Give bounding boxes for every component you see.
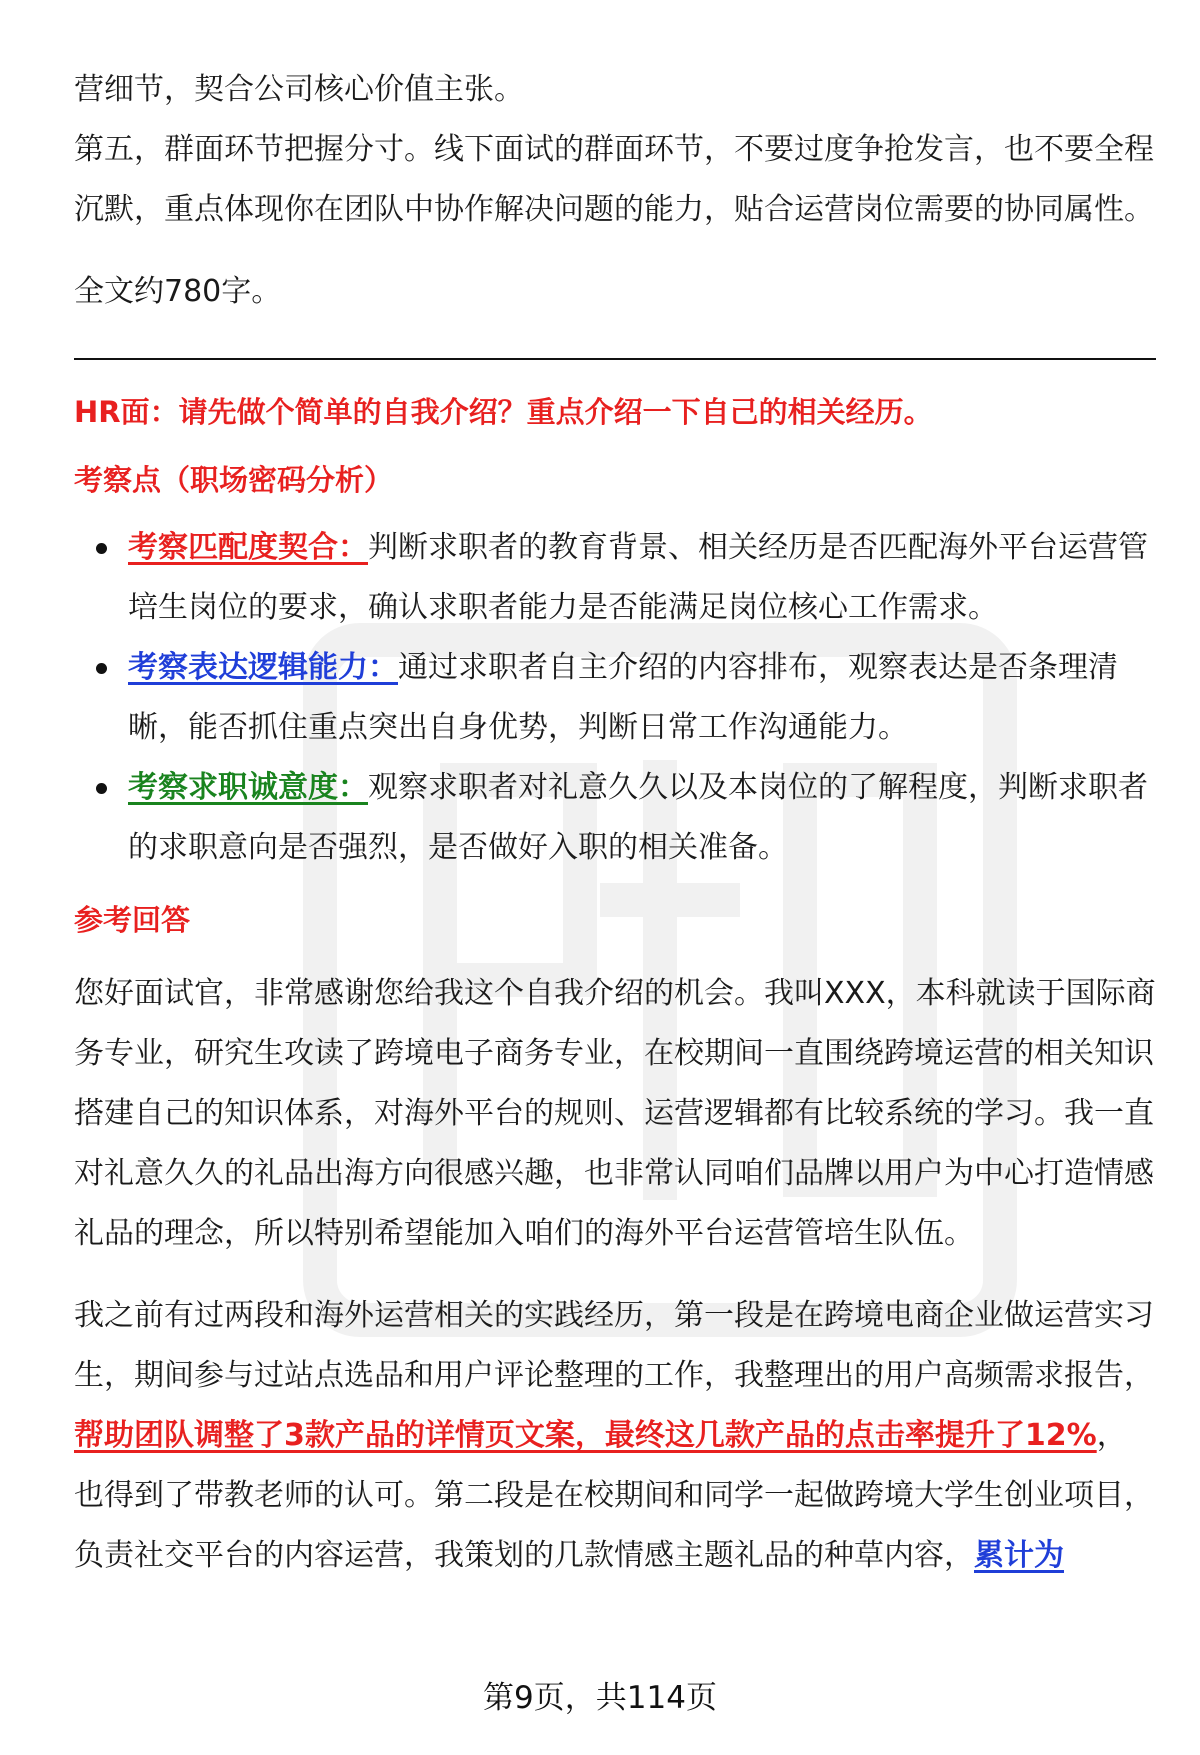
point-text: 判断求职者的教育背景、相关经历是否匹配海外平台运营管培生岗位的要求，确认求职者能力是否能满足岗位核心工作需求。 — [128, 530, 1148, 625]
section-divider — [74, 358, 1156, 360]
point-label: 考察表达逻辑能力： — [128, 650, 398, 685]
bullet-icon — [96, 783, 107, 794]
document-page — [74, 0, 1156, 1586]
bullet-icon — [96, 543, 107, 554]
highlight-result: 累计为 — [974, 1538, 1064, 1573]
reference-answer-title: 参考回答 — [74, 903, 191, 937]
answer-paragraph-2 — [74, 1286, 1156, 1586]
answer-text: 我之前有过两段和海外运营相关的实践经历，第一段是在跨境电商企业做运营实习生，期间参与过站点选品和用户评论整理的工作，我整理出的用户高频需求报告， — [74, 1298, 1154, 1393]
inspect-points-list — [74, 518, 1156, 878]
word-count: 全文约780字。 — [74, 274, 282, 309]
point-text: 观察求职者对礼意久久以及本岗位的了解程度，判断求职者的求职意向是否强烈，是否做好入职的相关准备。 — [128, 770, 1148, 865]
bullet-icon — [96, 663, 107, 674]
inspect-point-sincerity — [128, 758, 1156, 878]
inspect-point-match — [128, 518, 1156, 638]
inspect-title: 考察点（职场密码分析） — [74, 463, 394, 497]
interview-question: HR面：请先做个简单的自我介绍？重点介绍一下自己的相关经历。 — [74, 395, 933, 429]
intro-paragraph: 第五，群面环节把握分寸。线下面试的群面环节，不要过度争抢发言，也不要全程沉默，重点体现你在团队中协作解决问题的能力，贴合运营岗位需要的协同属性。 — [74, 132, 1154, 227]
inspect-point-logic — [128, 638, 1156, 758]
answer-text: ，也得到了带教老师的认可。第二段是在校期间和同学一起做跨境大学生创业项目，负责社交平台的内容运营，我策划的几款情感主题礼品的种草内容， — [74, 1418, 1154, 1573]
point-label: 考察求职诚意度： — [128, 770, 368, 805]
point-text: 通过求职者自主介绍的内容排布，观察表达是否条理清晰，能否抓住重点突出自身优势，判断日常工作沟通能力。 — [128, 650, 1118, 745]
intro-line: 营细节，契合公司核心价值主张。 — [74, 72, 524, 107]
highlight-result: 帮助团队调整了3款产品的详情页文案，最终这几款产品的点击率提升了12% — [74, 1418, 1097, 1453]
page-number: 第9页，共114页 — [483, 1680, 717, 1716]
answer-paragraph-1: 您好面试官，非常感谢您给我这个自我介绍的机会。我叫XXX，本科就读于国际商务专业，研究生攻读了跨境电子商务专业，在校期间一直围绕跨境运营的相关知识搭建自己的知识体系，对海外平台的规则、运营逻辑都有比较系统的学习。我一直对礼意久久的礼品出海方向很感兴趣，也非常认同咱们品牌以用户为中心打造情感礼品的理念，所以特别希望能加入咱们的海外平台运营管培生队伍。 — [74, 976, 1156, 1251]
point-label: 考察匹配度契合： — [128, 530, 368, 565]
